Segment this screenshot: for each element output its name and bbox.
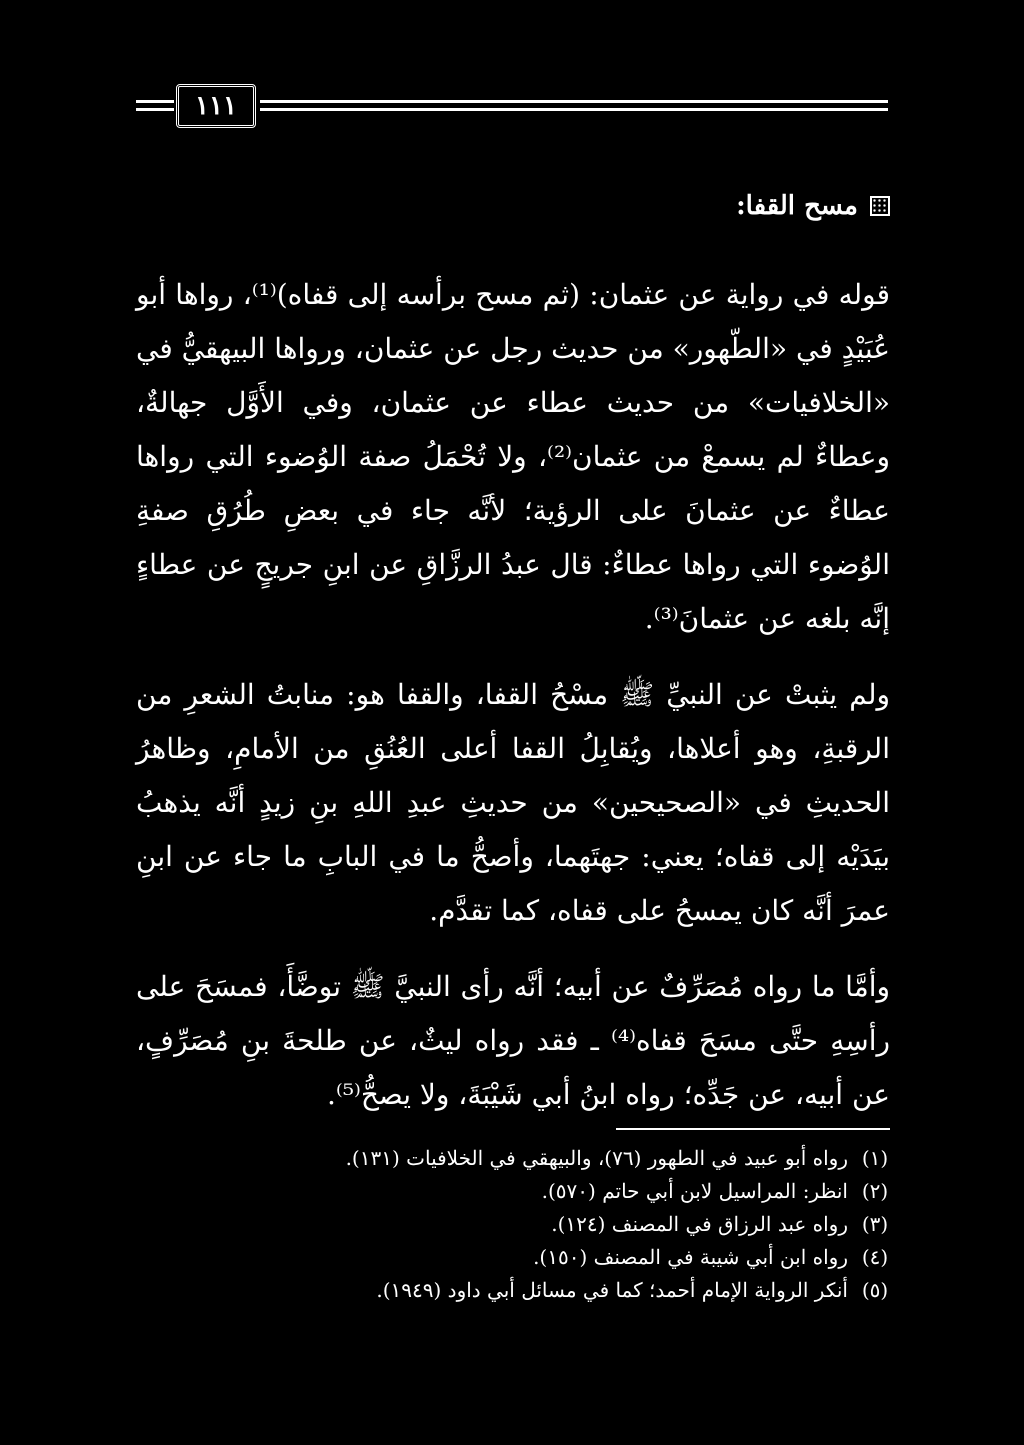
page-header: [136, 84, 888, 130]
paragraph-3: وأمَّا ما رواه مُصَرِّفٌ عن أبيه؛ أنَّه رأى النبيَّ ﷺ توضَّأَ، فمسَحَ على رأسِهِ حتَّى مسَحَ قفاه⁽⁴⁾ ـ فقد رواه ليثٌ، عن طلحةَ بنِ مُصَرِّفٍ، عن أبيه، عن جَدِّه؛ رواه ابنُ أبي شَيْبَةَ، ولا يصحُّ⁽⁵⁾.: [136, 970, 891, 1111]
footnote-number: (٣): [861, 1212, 889, 1236]
header-rule-right: [260, 100, 888, 111]
main-text: [136, 184, 890, 1122]
ornament-square-icon: [870, 196, 890, 216]
footnote-separator: [616, 1128, 890, 1130]
footnote-number: (٤): [861, 1245, 889, 1269]
paragraph-1: قوله في رواية عن عثمان: (ثم مسح برأسه إلى قفاه)⁽¹⁾، رواها أبو عُبَيْدٍ في «الطّهور» من حديث رجل عن عثمان، ورواها البيهقيُّ في «الخلافيات» من حديث عطاء عن عثمان، وفي الأَوَّل جهالةٌ، وعطاءٌ لم يسمعْ من عثمان⁽²⁾، ولا تُحْمَلُ صفة الوُضوء التي رواها عطاءٌ عن عثمانَ على الرؤية؛ لأنَّه جاء في بعضِ طُرُقِ صفةِ الوُضوء التي رواها عطاءٌ: قال عبدُ الرزَّاقِ عن ابنِ جريجٍ عن عطاءٍ إنَّه بلغه عن عثمانَ⁽³⁾.: [136, 278, 890, 635]
header-rule-left: [136, 100, 174, 111]
footnote-text: رواه أبو عبيد في الطهور (٧٦)، والبيهقي في الخلافيات (١٣١).: [345, 1146, 848, 1170]
footnote-text: أنكر الرواية الإمام أحمد؛ كما في مسائل أبي داود (١٩٤٩).: [376, 1278, 848, 1302]
page-number: ١١١: [176, 84, 256, 128]
footnote-text: رواه ابن أبي شيبة في المصنف (١٥٠).: [533, 1245, 848, 1269]
footnote-5: [136, 1274, 890, 1307]
footnotes: [136, 1142, 890, 1307]
footnote-1: [136, 1142, 890, 1175]
footnote-text: رواه عبد الرزاق في المصنف (١٢٤).: [551, 1212, 848, 1236]
paragraph-2: ولم يثبتْ عن النبيِّ ﷺ مسْحُ القفا، والقفا هو: منابتُ الشعرِ من الرقبةِ، وهو أعلاها، ويُقابِلُ القفا أعلى العُنُقِ من الأمامِ، وظاهرُ الحديثِ في «الصحيحين» من حديثِ عبدِ اللهِ بنِ زيدٍ أنَّه يذهبُ بيَدَيْه إلى قفاه؛ يعني: جهتَهما، وأصحُّ ما في البابِ ما جاء عن ابنِ عمرَ أنَّه كان يمسحُ على قفاه، كما تقدَّم.: [136, 678, 890, 927]
footnote-4: [136, 1241, 890, 1274]
footnote-3: [136, 1208, 890, 1241]
section-title: مسح القفا:: [736, 191, 858, 221]
footnote-number: (٢): [861, 1179, 889, 1203]
section-heading: [136, 184, 890, 228]
footnote-number: (١): [861, 1146, 889, 1170]
footnote-number: (٥): [861, 1278, 889, 1302]
footnote-text: انظر: المراسيل لابن أبي حاتم (٥٧٠).: [541, 1179, 848, 1203]
footnote-2: [136, 1175, 890, 1208]
